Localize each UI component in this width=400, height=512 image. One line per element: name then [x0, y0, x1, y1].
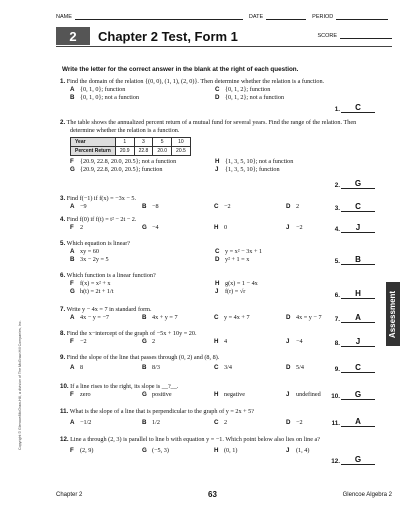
- student-info-line: [56, 14, 392, 20]
- answer-option: A 8: [70, 364, 84, 371]
- answer-blank-10[interactable]: 10. G: [328, 391, 378, 400]
- answer-option: F f(x) = x² + x: [70, 280, 111, 287]
- answer-option: B −8: [142, 203, 159, 210]
- header-divider: [56, 46, 392, 47]
- question-1: [60, 78, 360, 102]
- score-field[interactable]: [340, 33, 392, 39]
- answer-option: D −2: [286, 419, 303, 426]
- answer-option: F 2: [70, 224, 84, 231]
- period-label: PERIOD: [312, 14, 334, 20]
- question-8: 8. Find the x−intercept of the graph of −5x + 10y = 20. F −2 G 2 H 4 J −4: [60, 330, 360, 346]
- answer-option: J −4: [286, 338, 303, 345]
- question-11: 11. What is the slope of a line that is perpendicular to the graph of y = 2x + 5? A −1/2 B 1/2 C 2 D −2: [60, 408, 360, 427]
- answer-option: D 4x = y − 7: [286, 314, 322, 321]
- question-10: 10. If a line rises to the right, its slope is __?__. F zero G positive H negative J undefined: [60, 383, 360, 399]
- answer-option: J −2: [286, 224, 303, 231]
- answer-option: J undefined: [286, 391, 321, 398]
- assessment-side-tab: Assessment: [386, 282, 400, 346]
- footer-chapter: Chapter 2: [56, 491, 83, 498]
- option-j: J {1, 3, 5, 10}; function: [215, 166, 280, 173]
- answer-option: G 2: [142, 338, 156, 345]
- answer-option: C y = 4x + 7: [214, 314, 250, 321]
- answer-option: A −9: [70, 203, 87, 210]
- answer-option: H g(x) = 1 − 4x: [215, 280, 258, 287]
- answer-blank-4[interactable]: 4. J: [328, 224, 378, 233]
- question-7: 7. Write y − 4x = 7 in standard form. A 4x − y = −7 B 4x + y = 7 C y = 4x + 7 D 4x = y − 7: [60, 306, 360, 322]
- answer-option: J f(r) = √r: [215, 288, 246, 295]
- question-12: 12. Line a through (2, 3) is parallel to line b with equation y = −1. Which point below also lies on line a? F (2, 9) G (−5, 3) H (0, 1) J (1, 4): [60, 436, 360, 455]
- question-4: 4. Find f(0) if f(t) = t² − 2t − 2. F 2 G −4 H 0 J −2: [60, 216, 360, 232]
- answer-blank-3[interactable]: 3. C: [328, 203, 378, 212]
- name-label: NAME: [56, 14, 72, 20]
- question-9: 9. Find the slope of the line that passes through (0, 2) and (8, 8). A 8 B 8/3 C 3/4 D 5/4: [60, 354, 360, 372]
- footer-book: Glencoe Algebra 2: [342, 491, 392, 498]
- question-2: 2. The table shows the annualized percent return of a mutual fund for several years. Find the range of the relation. Then determine whether the relation is a function. Year 1 3 5 10 Percent Return 20.9 22.8 20.0 20.5 F {20.9, 22.8, 20.0, 20.5}; not a function H {1, 3, 5, 10}; not a function G {20.9, 22.8, 20.0, 20.5}; function J {1, 3, 5, 10}; function: [60, 119, 360, 174]
- page-footer: [56, 490, 392, 499]
- answer-blank-2[interactable]: 2. G: [328, 180, 378, 189]
- option-c: C {0, 1, 2}; function: [215, 86, 271, 93]
- answer-option: H 4: [214, 338, 228, 345]
- answer-value: C: [341, 104, 375, 113]
- page-title: Chapter 2 Test, Form 1: [98, 28, 238, 44]
- question-3: 3. Find f(−1) if f(x) = −3x − 5. A −9 B −8 C −2 D 2: [60, 195, 360, 211]
- option-g: G {20.9, 22.8, 20.0, 20.5}; function: [70, 166, 163, 173]
- answer-option: C −2: [214, 203, 231, 210]
- answer-option: C y = x² − 3x + 1: [215, 248, 263, 255]
- answer-blank-9[interactable]: 9. C: [328, 364, 378, 373]
- option-b: B {0, 1, 0}; not a function: [70, 94, 140, 101]
- answer-option: D 2: [286, 203, 300, 210]
- answer-option: A xy = 60: [70, 248, 99, 255]
- answer-blank-7[interactable]: 7. A: [328, 314, 378, 323]
- answer-option: A −1/2: [70, 419, 92, 426]
- page-number: 63: [208, 490, 217, 499]
- score-label: SCORE: [317, 33, 337, 39]
- data-table: Year 1 3 5 10 Percent Return 20.9 22.8 20.0 20.5: [70, 137, 191, 156]
- score-area: [317, 33, 392, 39]
- option-f: F {20.9, 22.8, 20.0, 20.5}; not a function: [70, 158, 177, 165]
- test-header: [56, 27, 392, 45]
- answer-option: A 4x − y = −7: [70, 314, 110, 321]
- date-field[interactable]: [266, 14, 306, 20]
- copyright-notice: Copyright © Glencoe/McGraw-Hill, a division of The McGraw-Hill Companies, Inc.: [18, 320, 22, 450]
- chapter-number-box: 2: [56, 27, 90, 45]
- option-d: D {0, 1, 2}; not a function: [215, 94, 285, 101]
- answer-option: C 2: [214, 419, 228, 426]
- answer-option: G h(t) = 2t + 1/t: [70, 288, 114, 295]
- answer-option: H (0, 1): [214, 447, 238, 454]
- answer-blank-5[interactable]: 5. B: [328, 256, 378, 265]
- answer-blank-8[interactable]: 8. J: [328, 338, 378, 347]
- question-5: 5. Which equation is linear? A xy = 60 C y = x² − 3x + 1 B 3x − 2y = 5 D y² + 1 = x: [60, 240, 360, 264]
- answer-option: F (2, 9): [70, 447, 94, 454]
- answer-option: G positive: [142, 391, 172, 398]
- question-stem: The table shows the annualized percent return of a mutual fund for several years. Find the range of the relation. Then determine whether the relation is a function.: [66, 119, 357, 134]
- question-number: 1.: [60, 78, 66, 85]
- answer-option: B 4x + y = 7: [142, 314, 178, 321]
- name-field[interactable]: [75, 14, 243, 20]
- answer-option: D 5/4: [286, 364, 304, 371]
- period-field[interactable]: [336, 14, 388, 20]
- answer-option: G (−5, 3): [142, 447, 169, 454]
- answer-option: D y² + 1 = x: [215, 256, 250, 263]
- answer-option: B 3x − 2y = 5: [70, 256, 109, 263]
- answer-option: B 1/2: [142, 419, 160, 426]
- date-label: DATE: [248, 14, 264, 20]
- answer-option: F −2: [70, 338, 87, 345]
- answer-option: H 0: [214, 224, 228, 231]
- answer-option: H negative: [214, 391, 245, 398]
- answer-blank-12[interactable]: 12. G: [328, 456, 378, 465]
- answer-option: F zero: [70, 391, 91, 398]
- answer-option: C 3/4: [214, 364, 232, 371]
- answer-blank-6[interactable]: 6. H: [328, 290, 378, 299]
- answer-option: G −4: [142, 224, 159, 231]
- option-h: H {1, 3, 5, 10}; not a function: [215, 158, 294, 165]
- option-a: A {0, 1, 0}; function: [70, 86, 126, 93]
- instructions: Write the letter for the correct answer in the blank at the right of each question.: [62, 66, 299, 73]
- answer-blank-11[interactable]: 11. A: [328, 418, 378, 427]
- answer-blank-1[interactable]: 1. C: [328, 104, 378, 113]
- question-stem: Find the domain of the relation {(0, 0), (1, 1), (2, 0)}. Then determine whether the relation is a function.: [66, 78, 325, 85]
- question-6: 6. Which function is a linear function? F f(x) = x² + x H g(x) = 1 − 4x G h(t) = 2t + 1/t J f(r) = √r: [60, 272, 360, 296]
- answer-option: B 8/3: [142, 364, 160, 371]
- answer-option: J (1, 4): [286, 447, 310, 454]
